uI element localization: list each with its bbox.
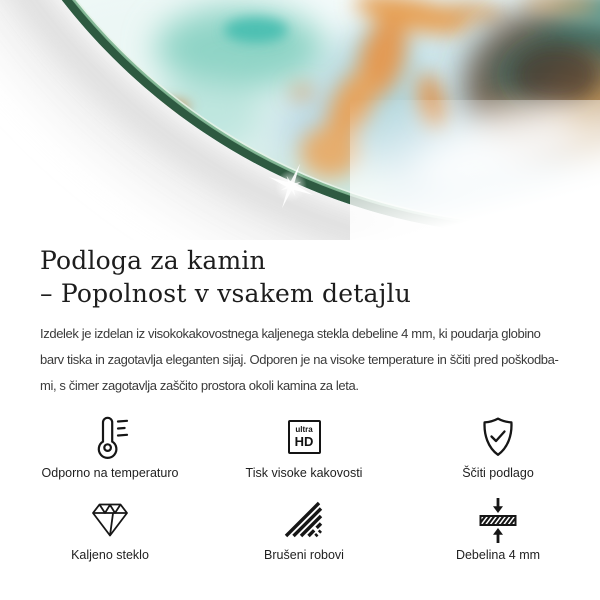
feature-brushed-edges xyxy=(207,496,401,562)
thermometer-icon xyxy=(86,414,134,460)
diamond-icon xyxy=(86,496,134,542)
ultra-hd-icon-text-top: ultra xyxy=(295,425,313,434)
features-grid xyxy=(13,414,595,562)
feature-thickness xyxy=(401,496,595,562)
page-title-line2: – Popolnost v vsakem detajlu xyxy=(40,279,412,308)
feature-temperature-resistance xyxy=(13,414,207,480)
feature-label: Tisk visoke kakovosti xyxy=(245,466,363,480)
page-title xyxy=(40,244,570,310)
feature-label: Kaljeno steklo xyxy=(71,548,149,562)
thickness-icon xyxy=(474,496,522,542)
feature-label: Debelina 4 mm xyxy=(455,548,541,562)
shield-check-icon xyxy=(474,414,522,460)
brushed-edges-icon xyxy=(280,496,328,542)
description-line: Izdelek je izdelan iz visokokakovostnega kaljenega stekla debeline 4 mm, ki poudarja globino xyxy=(40,326,541,341)
glass-disc-photo xyxy=(0,0,600,240)
feature-print-quality xyxy=(207,414,401,480)
description-line: mi, s čimer zagotavlja zaščito prostora okoli kamina za leta. xyxy=(40,378,359,393)
feature-label: Brušeni robovi xyxy=(264,548,344,562)
content-area xyxy=(0,244,600,562)
ultra-hd-icon xyxy=(288,414,321,460)
page-title-line1: Podloga za kamin xyxy=(40,246,266,275)
product-photo xyxy=(0,0,600,240)
feature-label: Ščiti podlago xyxy=(462,466,534,480)
feature-protects-floor xyxy=(401,414,595,480)
description-line: barv tiska in zagotavlja eleganten sijaj. Odporen je na visoke temperature in ščiti pred poškodba- xyxy=(40,352,559,367)
product-description xyxy=(40,321,570,399)
ultra-hd-icon-text-bottom: HD xyxy=(294,434,314,449)
feature-label: Odporno na temperaturo xyxy=(41,466,179,480)
feature-tempered-glass xyxy=(13,496,207,562)
